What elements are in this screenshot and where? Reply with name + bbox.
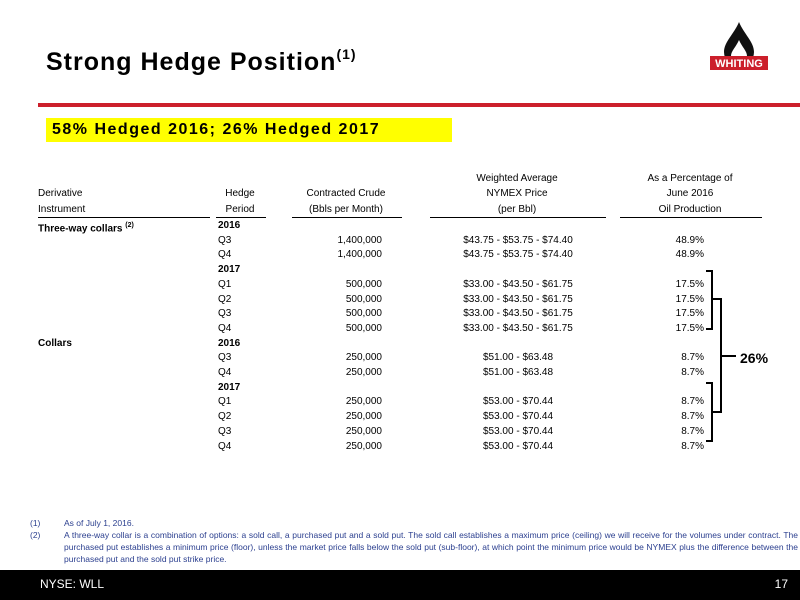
bracket-label: 26% [740,350,769,366]
contracted-volume: 500,000 [345,322,382,334]
quarter: Q1 [218,396,232,408]
percent-production: 8.7% [681,396,704,408]
header-per-bbl: (per Bbl) [497,204,537,215]
footnote-number: (2) [30,530,41,540]
footnote-text: A three-way collar is a combination of options: a sold call, a purchased put and a sold put. The sold call establishes a maximum price (ceiling) we will receive for the volumes under contract. The purchased put establishes a minimum price (floor), unless the market price falls below the sold put (sub-floor), at which point the minimum price would be NYMEX plus the difference between the purchased put and the sold put strike price. [64,530,798,564]
quarter: Q2 [218,411,232,423]
quarter: Q3 [218,425,232,437]
contracted-volume: 1,400,000 [337,249,382,261]
quarter: Q3 [218,308,232,320]
whiting-logo [706,20,772,80]
header-underline [216,217,266,218]
header-as-percentage: As a Percentage of [647,173,733,184]
contracted-volume: 250,000 [345,367,382,378]
header-weighted-average: Weighted Average [476,173,558,184]
contracted-volume: 250,000 [345,411,382,423]
year-label: 2017 [218,381,241,393]
weighted-price: $53.00 - $70.44 [482,425,554,437]
contracted-volume: 250,000 [345,352,382,364]
quarter: Q1 [218,278,232,290]
bracket-pointer [722,355,736,357]
footer-bar [0,570,800,600]
svg-text:WHITING: WHITING [715,58,763,70]
weighted-price: $53.00 - $70.44 [482,440,554,452]
percent-production: 17.5% [675,322,704,334]
hedge-summary-banner: 58% Hedged 2016; 26% Hedged 2017 [46,118,452,142]
section-label-text: Three-way collars [38,223,123,235]
weighted-price: $43.75 - $53.75 - $74.40 [463,249,573,261]
footnote-number: (1) [30,518,41,528]
contracted-volume: 250,000 [345,396,382,408]
contracted-volume: 1,400,000 [337,234,382,246]
header-hedge: Hedge [225,188,255,199]
contracted-volume: 250,000 [345,440,382,452]
header-bbls: (Bbls per Month) [309,204,383,215]
section-footnote-ref: (2) [125,222,134,229]
percent-production: 48.9% [675,234,704,246]
contracted-volume: 500,000 [345,278,382,290]
quarter: Q2 [218,293,232,305]
title-divider [38,103,800,107]
page-title [46,48,357,77]
header-contracted: Contracted Crude [306,188,386,199]
section-label: Collars [38,337,72,349]
percent-production: 8.7% [681,352,704,364]
weighted-price: $33.00 - $43.50 - $61.75 [463,293,573,305]
section-label [38,219,134,236]
quarter: Q4 [218,249,232,261]
weighted-price: $53.00 - $70.44 [482,411,554,423]
page-number: 17 [774,577,788,591]
percent-production: 8.7% [681,440,704,452]
year-label: 2016 [218,220,241,231]
quarter: Q4 [218,322,232,334]
percent-production: 8.7% [681,367,704,378]
quarter: Q4 [218,367,232,378]
weighted-price: $51.00 - $63.48 [482,352,554,364]
header-underline [620,217,762,218]
percent-production: 17.5% [675,308,704,320]
quarter: Q3 [218,234,232,246]
year-label: 2017 [218,264,241,276]
weighted-price: $43.75 - $53.75 - $74.40 [463,234,573,246]
weighted-price: $53.00 - $70.44 [482,396,554,408]
title-text: Strong Hedge Position [46,48,337,76]
quarter: Q4 [218,440,232,452]
footnote-text: As of July 1, 2016. [64,518,134,528]
weighted-price: $33.00 - $43.50 - $61.75 [463,322,573,334]
percent-production: 8.7% [681,411,704,423]
header-underline [430,217,606,218]
percent-production: 17.5% [675,293,704,305]
weighted-price: $33.00 - $43.50 - $61.75 [463,278,573,290]
bracket-2017-combined [712,298,722,413]
header-underline [292,217,402,218]
header-oil-production: Oil Production [658,204,722,215]
contracted-volume: 250,000 [345,425,382,437]
contracted-volume: 500,000 [345,308,382,320]
year-label: 2016 [218,337,241,349]
header-instrument: Instrument [38,204,86,215]
header-derivative: Derivative [38,188,83,199]
weighted-price: $51.00 - $63.48 [482,367,554,378]
title-footnote-ref: (1) [336,46,357,62]
header-period: Period [225,204,255,215]
percent-production: 8.7% [681,425,704,437]
stock-ticker: NYSE: WLL [40,577,105,591]
percent-production: 17.5% [675,278,704,290]
quarter: Q3 [218,352,232,364]
header-june-2016: June 2016 [666,188,714,199]
percent-production: 48.9% [675,249,704,261]
header-underline [38,217,210,218]
weighted-price: $33.00 - $43.50 - $61.75 [463,308,573,320]
header-nymex: NYMEX Price [486,188,548,199]
contracted-volume: 500,000 [345,293,382,305]
